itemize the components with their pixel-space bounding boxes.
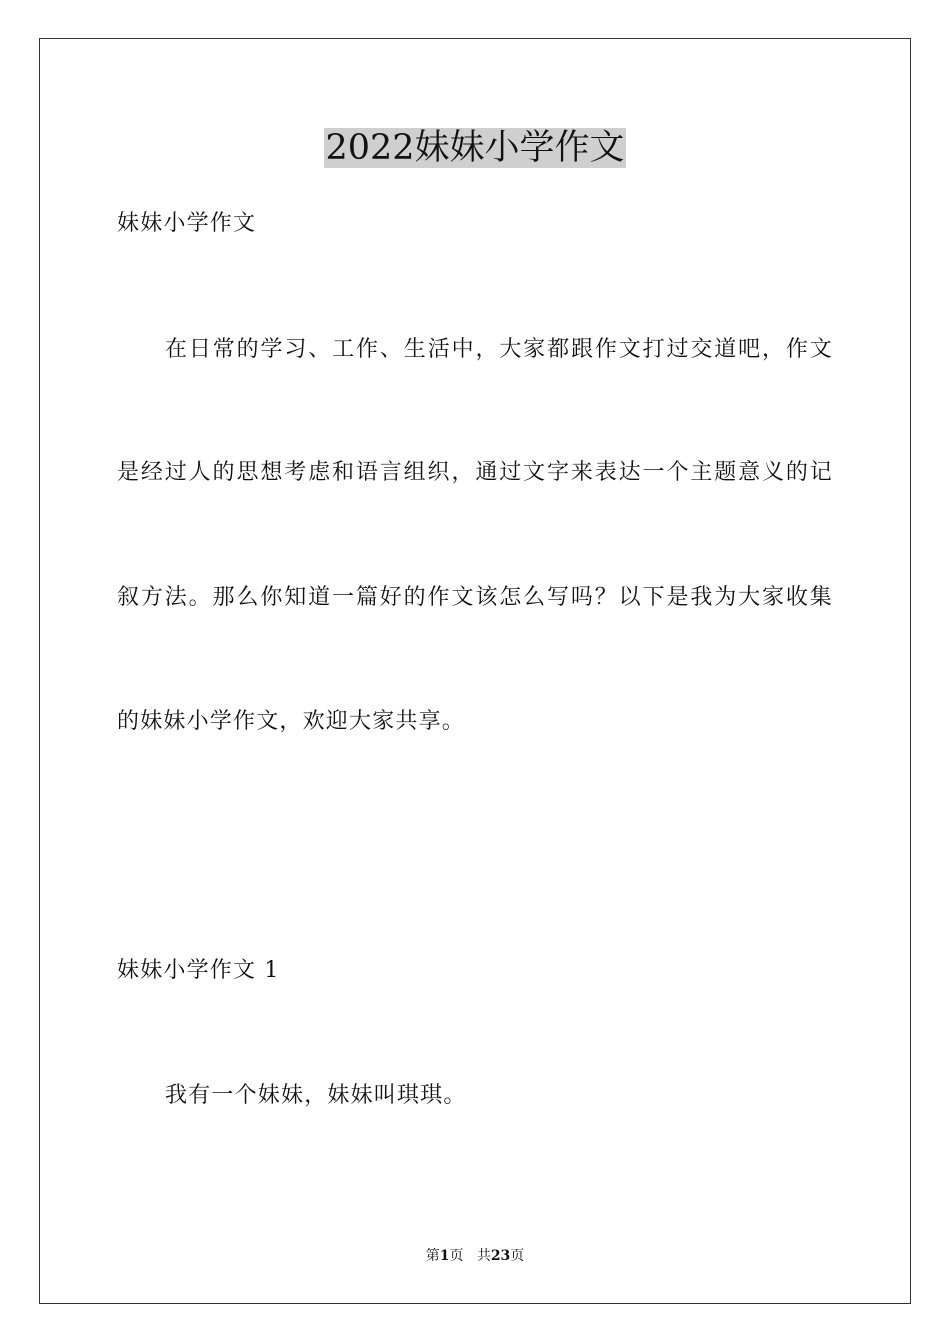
footer-page-suffix: 页: [449, 1248, 464, 1264]
intro-paragraph-line-1: 在日常的学习、工作、生活中，大家都跟作文打过交道吧，作文: [165, 337, 833, 362]
footer-page-number: 1: [439, 1248, 450, 1264]
intro-paragraph-line-2: 是经过人的思想考虑和语言组织，通过文字来表达一个主题意义的记: [117, 460, 833, 485]
document-title-text: 2022妹妹小学作文: [325, 128, 625, 168]
footer-total-pages: 23: [490, 1248, 511, 1264]
document-subtitle: 妹妹小学作文: [117, 211, 257, 236]
section-paragraph-line-1: 我有一个妹妹，妹妹叫琪琪。: [165, 1083, 467, 1108]
footer-page-prefix: 第: [425, 1248, 440, 1264]
intro-paragraph-line-4: 的妹妹小学作文，欢迎大家共享。: [117, 709, 466, 734]
footer-total-suffix: 页: [510, 1248, 525, 1264]
section-heading: 妹妹小学作文 1: [117, 958, 280, 983]
document-title: [0, 126, 950, 170]
page-footer: [0, 1246, 950, 1266]
intro-paragraph-line-3: 叙方法。那么你知道一篇好的作文该怎么写吗？以下是我为大家收集: [117, 585, 833, 610]
footer-total-prefix: 共: [476, 1248, 491, 1264]
